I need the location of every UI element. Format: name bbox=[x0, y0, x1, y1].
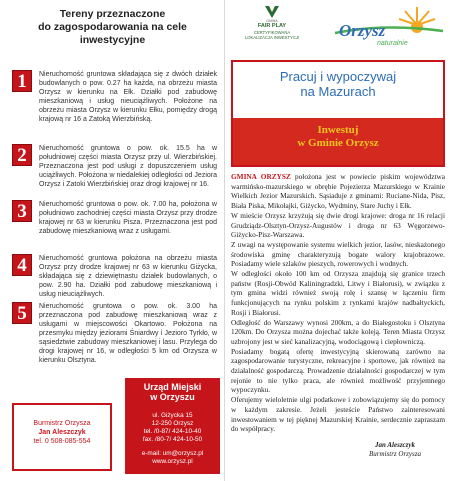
paragraph: W mieście Orzysz krzyżują się dwie drogi krajowe: droga nr 16 relacji Grudziądz-Olsztyn-Orzysz-Augustów i droga nr 63 Węgorzewo-Giżycko-Pisz-Warszawa. bbox=[231, 210, 445, 240]
office-email[interactable]: e-mail: um@orzysz.pl bbox=[141, 450, 204, 457]
article-body bbox=[231, 172, 445, 434]
office-title: Urząd Miejski w Orzyszu bbox=[143, 382, 202, 402]
signature-name: Jan Aleszczyk bbox=[375, 441, 415, 449]
banner-headline: Pracuj i wypoczywaj na Mazurach bbox=[233, 62, 443, 118]
brand-name: Orzysz bbox=[339, 21, 386, 40]
mayor-phone: tel. 0 508-085-554 bbox=[33, 438, 91, 445]
mayor-contact-box bbox=[12, 403, 112, 471]
paragraph: Posiadamy bogatą ofertę inwestycyjną skierowaną zarówno na zagospodarowanie turystyczne, rekreacyjne i sportowe, jak również na działalność gospodarczą. Prowadzenie działalności gospodarczej w tym rejonie to nie tylko praca, ale również możliwość przyjemnego wypoczynku. bbox=[231, 346, 445, 395]
fair-play-logo: GMINA FAIR PLAY CERTYFIKOWANA LOKALIZACJA INWESTYCJI bbox=[233, 5, 311, 55]
item-number: 3 bbox=[12, 200, 32, 222]
item-description: Nieruchomość gruntowa o pow. ok. 15.5 ha w południowej części miasta Orzysz przy ul. Wierzbińskiej. Przeznaczona jest pod usługi z dopuszczeniem usług uciążliwych. Położona w niedalekiej odległości od Jeziora Orzysz i Zatoki Wierzbińskiej oraz drogi krajowej nr 16. bbox=[39, 145, 217, 188]
left-title: Tereny przeznaczone do zagospodarowania na cele inwestycyjne bbox=[38, 8, 187, 46]
item-description: Nieruchomość gruntowa o pow. ok. 7.00 ha, położona w południowo zachodniej części miasta Orzysz przy drodze krajowej nr 63 w kierunku Pisza. Przeznaczona jest pod zabudowę mieszkaniową wraz z usługami. bbox=[39, 201, 217, 235]
mayor-name: Jan Aleszczyk bbox=[38, 429, 86, 436]
orzysz-logo bbox=[325, 5, 445, 53]
paragraph: W odległości około 100 km od Orzysza znajdują się granice trzech państw (Rosji-Obwód Kaliningradzki, Litwy i Białorusi), w związku z tym gmina widzi również swoją rolę i szansę w łączeniu firm funkcjonujących na rynku polskim z rynkami krajów nadbałtyckich, Rosji i Białorusi. bbox=[231, 269, 445, 317]
item-description: Nieruchomość gruntowa składająca się z dwóch działek budowlanych o pow. 0.27 ha każda, na obrzeżu miasta Orzysz w kierunku na Ełk. Działki pod zabudowę mieszkaniową i usług nieuciążliwych. Położone na obrzeżu miasta Orzysz w kierunku Ełku, pomiędzy drogą krajową nr 16 a Zatoką Wierzbińską. bbox=[39, 71, 217, 123]
right-panel bbox=[225, 0, 450, 481]
paragraph: Odległość do Warszawy wynosi 200km, a do Białegostoku i Olsztyna 120km. Do Orzysza można dojechać także koleją. Teren Miasta Orzysz uzbrojony jest w sieć kanalizacyjną, wodociągową i ciepłowniczą. bbox=[231, 317, 445, 346]
signature-role: Burmistrz Orzysza bbox=[369, 450, 421, 458]
headline-banner bbox=[231, 60, 445, 167]
paragraph: GMINA ORZYSZ położona jest w powiecie piskim województwa warmińsko-mazurskiego w obrębie Pojezierza Mazurskiego w Krainie Wielkich Jezior Mazurskich. Sąsiaduje z gminami: Ruciane-Nida, Pisz, Biała Piska, Mikołajki, Giżycko, Wydminy, Stare Juchy i Ełk. bbox=[231, 172, 446, 211]
town-office-box bbox=[125, 378, 220, 474]
item-number: 1 bbox=[12, 70, 32, 92]
item-description: Nieruchomość gruntowa o pow. ok. 3.00 ha przeznaczona pod zabudowę mieszkaniową wraz z usługami w miejscowości Okartowo. Położona na przesmyku między jeziorami Śniardwy i Jezioro Tyrkło, w sąsiedztwie zabudowy mieszkaniowej i lasu. Przylega do drogi krajowej nr 16, w odległości 5 km od Orzysza w kierunku Olsztyna. bbox=[39, 303, 217, 364]
item-number: 5 bbox=[12, 302, 32, 324]
office-web bbox=[125, 450, 220, 466]
signature bbox=[345, 441, 445, 459]
item-number: 4 bbox=[12, 254, 32, 276]
paragraph: Z uwagi na występowanie systemu wielkich jezior, lasów, nieskażonego środowiska gminę charakteryzują bogate walory krajobrazowe. Posiadamy wiele szlaków pieszych, rowerowych i wodnych. bbox=[231, 239, 445, 269]
paragraph: Oferujemy wieloletnie ulgi podatkowe i zobowiązujemy się do pomocy w każdym zakresie. Jeżeli jesteście Państwo zainteresowani inwestowaniem w tej pięknej Mazurskiej Krainie, serdecznie zapraszam do współpracy. bbox=[231, 395, 445, 434]
brand-tagline: naturalnie bbox=[377, 40, 408, 47]
office-website[interactable]: www.orzysz.pl bbox=[152, 458, 193, 465]
lead-word: GMINA ORZYSZ bbox=[231, 172, 291, 181]
mayor-role: Burmistrz Orzysza bbox=[33, 420, 91, 427]
item-number: 2 bbox=[12, 144, 32, 166]
office-address: ul. Giżycka 15 12-250 Orzysz tel. /0-87/ 424-10-40 fax. /80-7/ 424-10-50 bbox=[142, 412, 203, 443]
fair-play-mark-icon bbox=[264, 5, 280, 19]
banner-subheadline: Inwestuj w Gminie Orzysz bbox=[297, 124, 379, 149]
item-description: Nieruchomość gruntowa położona na obrzeżu miasta Orzysz przy drodze krajowej nr 63 w kierunku Giżycka, składająca się z dziewiętnastu działek budowlanych, o pow. 2.90 ha. Działki pod zabudowę mieszkaniową i usług nieuciążliwych. bbox=[39, 255, 217, 298]
